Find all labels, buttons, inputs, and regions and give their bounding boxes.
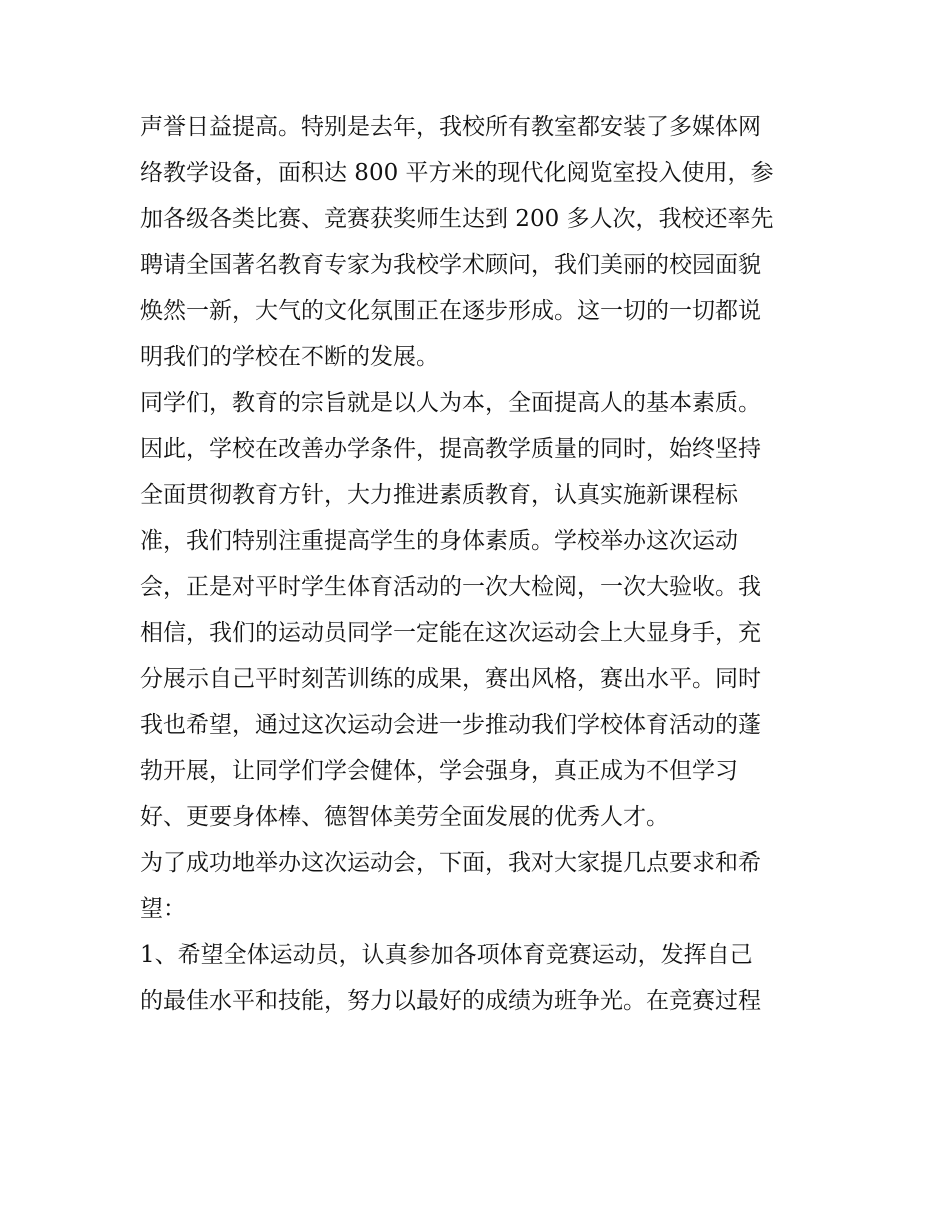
text-line: 因此，学校在改善办学条件，提高教学质量的同时，始终坚持 <box>140 436 761 462</box>
text-line: 望： <box>140 896 186 922</box>
document-body <box>140 104 820 1024</box>
text-line: 全面贯彻教育方针，大力推进素质教育，认真实施新课程标 <box>140 482 738 508</box>
text-line: 为了成功地举办这次运动会，下面，我对大家提几点要求和希 <box>140 850 761 876</box>
text-line: 同学们，教育的宗旨就是以人为本，全面提高人的基本素质。 <box>140 390 761 416</box>
text-line: 焕然一新，大气的文化氛围正在逐步形成。这一切的一切都说 <box>140 298 761 324</box>
text-line: 勃开展，让同学们学会健体，学会强身，真正成为不但学习 <box>140 758 738 784</box>
text-line: 我也希望，通过这次运动会进一步推动我们学校体育活动的蓬 <box>140 712 761 738</box>
text-line: 的最佳水平和技能，努力以最好的成绩为班争光。在竞赛过程 <box>140 988 761 1014</box>
text-line: 加各级各类比赛、竞赛获奖师生达到 200 多人次，我校还率先 <box>140 206 774 232</box>
text-line: 1、希望全体运动员，认真参加各项体育竞赛运动，发挥自己 <box>140 942 753 968</box>
text-line: 会，正是对平时学生体育活动的一次大检阅，一次大验收。我 <box>140 574 761 600</box>
text-line: 络教学设备，面积达 800 平方米的现代化阅览室投入使用，参 <box>140 160 774 186</box>
text-line: 聘请全国著名教育专家为我校学术顾问，我们美丽的校园面貌 <box>140 252 761 278</box>
text-line: 分展示自己平时刻苦训练的成果，赛出风格，赛出水平。同时 <box>140 666 761 692</box>
text-line: 好、更要身体棒、德智体美劳全面发展的优秀人才。 <box>140 804 669 830</box>
text-line: 声誉日益提高。特别是去年，我校所有教室都安装了多媒体网 <box>140 114 761 140</box>
text-line: 相信，我们的运动员同学一定能在这次运动会上大显身手，充 <box>140 620 761 646</box>
text-line: 准，我们特别注重提高学生的身体素质。学校举办这次运动 <box>140 528 738 554</box>
text-line: 明我们的学校在不断的发展。 <box>140 344 439 370</box>
